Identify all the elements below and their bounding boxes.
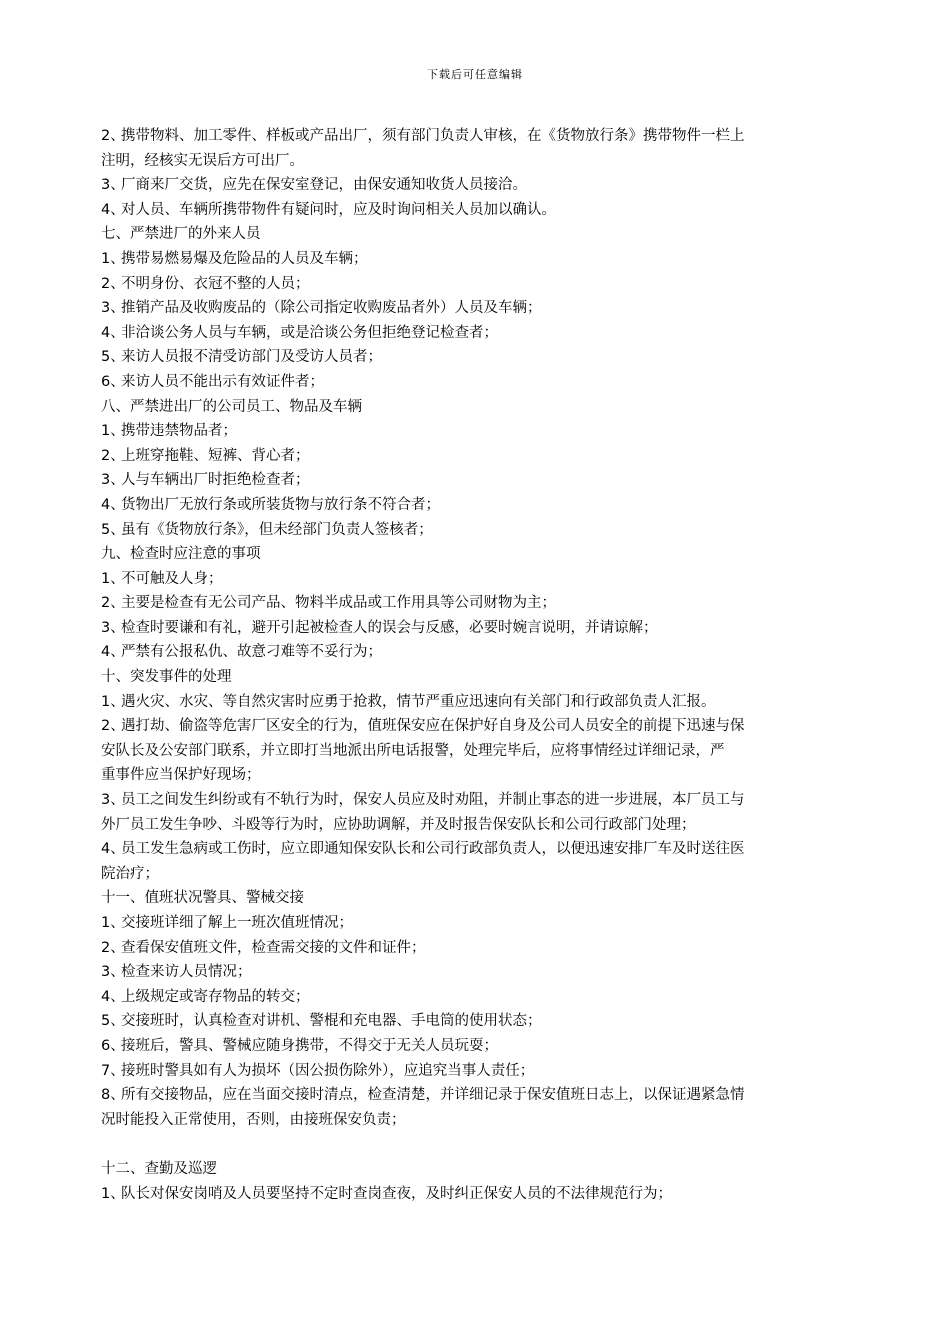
list-item-continuation: 院治疗； — [101, 865, 159, 882]
list-item-first-line — [101, 714, 861, 739]
list-item-number: 3、 — [101, 300, 125, 317]
list-item-text: 推销产品及收购废品的（除公司指定收购废品者外）人员及车辆； — [121, 300, 542, 317]
list-item-first-line — [101, 272, 861, 297]
list-item-first-line — [101, 493, 861, 518]
list-item — [101, 788, 861, 837]
list-item — [101, 690, 861, 715]
list-item — [101, 173, 861, 198]
list-item-first-line — [101, 518, 861, 543]
list-item-first-line — [101, 296, 861, 321]
list-item-text: 队长对保安岗哨及人员要坚持不定时查岗查夜，及时纠正保安人员的不法律规范行为； — [121, 1185, 672, 1202]
list-item — [101, 1083, 861, 1132]
list-item-continuation: 重事件应当保护好现场； — [101, 767, 261, 784]
list-item-continuation: 外厂员工发生争吵、斗殴等行为时，应协助调解，并及时报告保安队长和公司行政部门处理； — [101, 816, 696, 833]
list-item-text: 严禁有公报私仇、故意刁难等不妥行为； — [121, 644, 382, 661]
list-item-number: 5、 — [101, 349, 125, 366]
list-item-text: 员工之间发生纠纷或有不轨行为时，保安人员应及时劝阻，并制止事态的进一步进展，本厂员工与 — [121, 792, 745, 809]
list-item-number: 3、 — [101, 792, 125, 809]
list-item — [101, 837, 861, 886]
list-item-number: 4、 — [101, 496, 125, 513]
list-item — [101, 493, 861, 518]
list-item — [101, 567, 861, 592]
list-item-first-line — [101, 591, 861, 616]
list-item-number: 4、 — [101, 201, 125, 218]
list-item-text: 来访人员不能出示有效证件者； — [121, 373, 324, 390]
list-item-text: 非洽谈公务人员与车辆，或是洽谈公务但拒绝登记检查者； — [121, 324, 498, 341]
section-heading: 十二、查勤及巡逻 — [101, 1160, 217, 1177]
list-item-first-line — [101, 1083, 861, 1108]
list-item-number: 7、 — [101, 1062, 125, 1079]
list-item — [101, 321, 861, 346]
list-item — [101, 936, 861, 961]
list-item-text: 货物出厂无放行条或所装货物与放行条不符合者； — [121, 496, 440, 513]
list-item-first-line — [101, 370, 861, 395]
list-item-continuation: 注明，经核实无误后方可出厂。 — [101, 152, 304, 169]
list-item-first-line — [101, 124, 861, 149]
list-item-first-line — [101, 985, 861, 1010]
list-item-number: 1、 — [101, 250, 125, 267]
list-item-number: 2、 — [101, 939, 125, 956]
list-item — [101, 985, 861, 1010]
list-item-number: 2、 — [101, 595, 125, 612]
list-item-number: 3、 — [101, 619, 125, 636]
list-item-text: 不可触及人身； — [121, 570, 223, 587]
list-item — [101, 198, 861, 223]
list-item — [101, 124, 861, 173]
list-item-text: 人与车辆出厂时拒绝检查者； — [121, 472, 310, 489]
list-item-first-line — [101, 444, 861, 469]
list-item — [101, 911, 861, 936]
blank-line — [101, 1132, 861, 1157]
list-item-text: 交接班详细了解上一班次值班情况； — [121, 915, 353, 931]
list-item — [101, 444, 861, 469]
list-item-number: 3、 — [101, 472, 125, 489]
list-item — [101, 296, 861, 321]
list-item-text: 接班时警具如有人为损坏（因公损伤除外），应追究当事人责任； — [121, 1062, 535, 1079]
list-item — [101, 518, 861, 543]
list-item-text: 检查时要谦和有礼，避开引起被检查人的误会与反感，必要时婉言说明，并请谅解； — [121, 619, 658, 636]
list-item — [101, 1059, 861, 1084]
list-item-first-line — [101, 616, 861, 641]
list-item-number: 4、 — [101, 988, 125, 1005]
list-item-number: 3、 — [101, 964, 125, 981]
list-item-text: 所有交接物品，应在当面交接时清点，检查清楚，并详细记录于保安值班日志上，以保证遇紧急情 — [121, 1087, 745, 1104]
list-item-first-line — [101, 567, 861, 592]
list-item — [101, 714, 861, 788]
section-heading: 八、严禁进出厂的公司员工、物品及车辆 — [101, 398, 362, 415]
list-item-text: 遇火灾、水灾、等自然灾害时应勇于抢救，情节严重应迅速向有关部门和行政部负责人汇报。 — [121, 693, 716, 710]
list-item-text: 来访人员报不清受访部门及受访人员者； — [121, 349, 382, 366]
list-item-continuation: 安队长及公安部门联系，并立即打当地派出所电话报警，处理完毕后，应将事情经过详细记录，严 — [101, 742, 725, 759]
list-item-number: 2、 — [101, 128, 125, 144]
list-item-number: 2、 — [101, 447, 125, 464]
list-item-first-line — [101, 960, 861, 985]
list-item-first-line — [101, 198, 861, 223]
section-heading: 七、严禁进厂的外来人员 — [101, 226, 261, 243]
list-item-text: 查看保安值班文件，检查需交接的文件和证件； — [121, 939, 426, 956]
document-body — [101, 124, 861, 1206]
list-item-number: 4、 — [101, 841, 125, 858]
list-item-number: 6、 — [101, 373, 125, 390]
list-item-first-line — [101, 321, 861, 346]
list-item-number: 1、 — [101, 915, 125, 931]
list-item-number: 3、 — [101, 177, 125, 194]
list-item-number: 2、 — [101, 275, 125, 292]
list-item — [101, 370, 861, 395]
list-item-first-line — [101, 1059, 861, 1084]
list-item-number: 6、 — [101, 1037, 125, 1054]
list-item — [101, 272, 861, 297]
list-item-number: 1、 — [101, 693, 125, 710]
list-item-text: 员工发生急病或工伤时，应立即通知保安队长和公司行政部负责人，以便迅速安排厂车及时送往医 — [121, 841, 745, 858]
list-item-first-line — [101, 1009, 861, 1034]
list-item-text: 上班穿拖鞋、短裤、背心者； — [121, 447, 310, 464]
list-item-first-line — [101, 1034, 861, 1059]
list-item-number: 2、 — [101, 718, 125, 735]
list-item-number: 4、 — [101, 324, 125, 341]
list-item-number: 5、 — [101, 1013, 125, 1030]
list-item-text: 接班后，警具、警械应随身携带，不得交于无关人员玩耍； — [121, 1037, 498, 1054]
section-heading: 九、检查时应注意的事项 — [101, 546, 261, 563]
list-item-text: 对人员、车辆所携带物件有疑问时，应及时询问相关人员加以确认。 — [121, 201, 556, 218]
list-item-continuation: 况时能投入正常使用，否则，由接班保安负责； — [101, 1111, 406, 1128]
list-item-number: 4、 — [101, 644, 125, 661]
list-item — [101, 640, 861, 665]
list-item — [101, 419, 861, 444]
list-item — [101, 960, 861, 985]
list-item-text: 携带违禁物品者； — [121, 423, 237, 440]
section-heading: 十、突发事件的处理 — [101, 669, 232, 686]
list-item — [101, 1009, 861, 1034]
list-item-text: 厂商来厂交货，应先在保安室登记，由保安通知收货人员接洽。 — [121, 177, 527, 194]
list-item-first-line — [101, 1182, 861, 1207]
list-item-text: 携带易燃易爆及危险品的人员及车辆； — [121, 250, 368, 267]
list-item-first-line — [101, 690, 861, 715]
page-header: 下载后可任意编辑 — [427, 68, 523, 81]
list-item-first-line — [101, 419, 861, 444]
list-item — [101, 247, 861, 272]
list-item-number: 8、 — [101, 1087, 125, 1104]
list-item — [101, 616, 861, 641]
list-item-first-line — [101, 468, 861, 493]
list-item-text: 不明身份、衣冠不整的人员； — [121, 275, 310, 292]
list-item-number: 1、 — [101, 1185, 125, 1202]
list-item-first-line — [101, 640, 861, 665]
list-item-first-line — [101, 936, 861, 961]
list-item-number: 1、 — [101, 570, 125, 587]
list-item-first-line — [101, 345, 861, 370]
list-item-text: 交接班时，认真检查对讲机、警棍和充电器、手电筒的使用状态； — [121, 1013, 542, 1030]
list-item-first-line — [101, 247, 861, 272]
list-item-number: 5、 — [101, 521, 125, 538]
list-item — [101, 468, 861, 493]
section-heading: 十一、值班状况警具、警械交接 — [101, 890, 304, 907]
list-item-text: 虽有《货物放行条》，但未经部门负责人签核者； — [121, 521, 433, 538]
list-item — [101, 1182, 861, 1207]
list-item-first-line — [101, 837, 861, 862]
list-item-text: 携带物料、加工零件、样板或产品出厂，须有部门负责人审核，在《货物放行条》携带物件一栏上 — [121, 128, 745, 144]
list-item-first-line — [101, 173, 861, 198]
list-item-text: 上级规定或寄存物品的转交； — [121, 988, 310, 1005]
list-item — [101, 1034, 861, 1059]
list-item-first-line — [101, 911, 861, 936]
list-item-text: 遇打劫、偷盗等危害厂区安全的行为，值班保安应在保护好自身及公司人员安全的前提下迅速与保 — [121, 718, 745, 735]
list-item-text: 主要是检查有无公司产品、物料半成品或工作用具等公司财物为主； — [121, 595, 556, 612]
list-item-first-line — [101, 788, 861, 813]
list-item-text: 检查来访人员情况； — [121, 964, 252, 981]
list-item — [101, 345, 861, 370]
list-item-number: 1、 — [101, 423, 125, 440]
list-item — [101, 591, 861, 616]
